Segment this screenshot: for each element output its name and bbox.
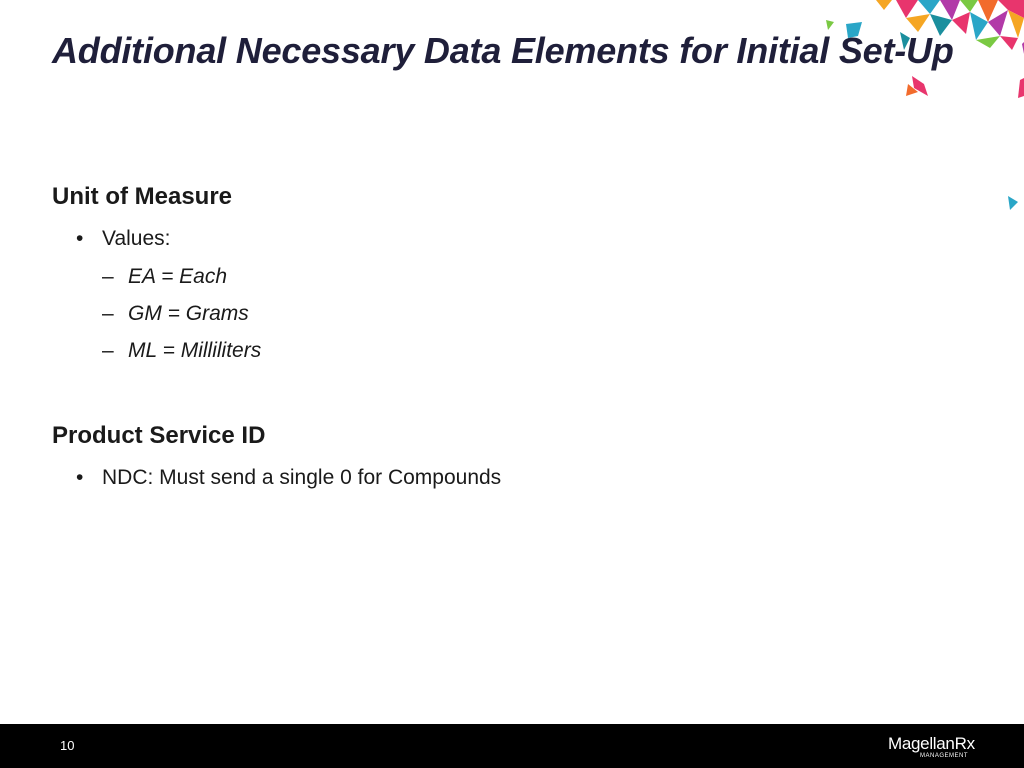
footer-bar <box>0 724 1024 768</box>
sub-item-text: EA = Each <box>128 265 228 288</box>
bullet-icon: • <box>76 227 84 250</box>
section-unit-of-measure <box>52 180 852 369</box>
bullet-text: Values: <box>102 227 171 250</box>
sub-item <box>52 295 852 332</box>
sub-item-text: ML = Milliliters <box>128 339 262 362</box>
dash-icon: – <box>102 265 114 288</box>
sub-item <box>52 258 852 295</box>
bullet-item <box>52 459 852 497</box>
spacer <box>52 391 852 419</box>
section-product-service-id <box>52 419 852 497</box>
bullet-item <box>52 220 852 258</box>
dash-icon: – <box>102 339 114 362</box>
page-number: 10 <box>60 738 75 753</box>
dash-icon: – <box>102 302 114 325</box>
slide-title: Additional Necessary Data Elements for Initial Set-Up <box>52 30 954 71</box>
sub-item-text: GM = Grams <box>128 302 249 325</box>
slide-content <box>52 180 852 519</box>
bullet-text: NDC: Must send a single 0 for Compounds <box>102 466 502 489</box>
logo-wordmark: MagellanRx <box>888 734 975 753</box>
sub-item <box>52 332 852 369</box>
bullet-icon: • <box>76 466 84 489</box>
magellan-rx-logo <box>888 734 988 760</box>
section-heading: Unit of Measure <box>52 183 233 210</box>
logo-subtext: MANAGEMENT <box>920 753 969 759</box>
section-heading: Product Service ID <box>52 422 266 449</box>
